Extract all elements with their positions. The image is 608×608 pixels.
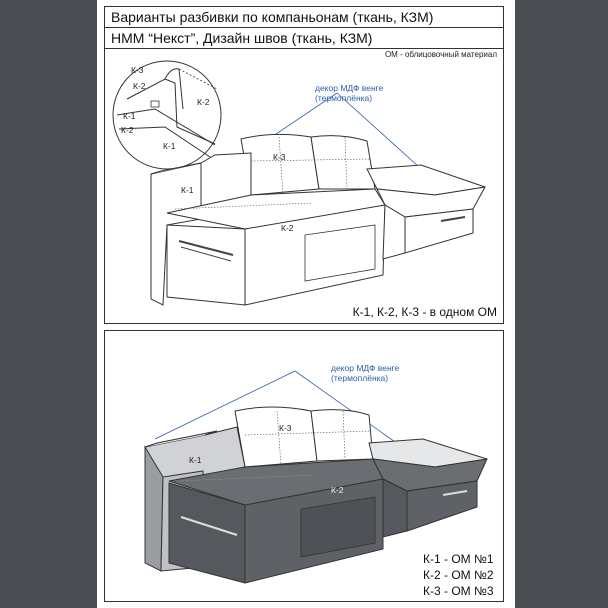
detail-label-k3: К-3 — [131, 65, 144, 75]
mdf-decor-line-1-bottom: декор МДФ венге — [331, 363, 400, 373]
bottom-label-k1: К-1 — [189, 455, 202, 465]
top-label-k2: К-2 — [281, 223, 294, 233]
chaise-section-bottom — [369, 439, 487, 537]
top-label-k1: К-1 — [181, 185, 194, 195]
legend-item-k2: К-2 - ОМ №2 — [423, 568, 494, 582]
mdf-decor-label-bottom — [331, 363, 399, 383]
back-cushions — [241, 134, 375, 195]
detail-label-k2-c: К-2 — [121, 125, 134, 135]
seat-main — [167, 189, 385, 305]
header-title-line-1: Варианты разбивки по компаньонам (ткань, КЗМ) — [104, 6, 504, 28]
top-variant-caption: К-1, К-2, К-3 - в одном ОМ — [352, 305, 497, 319]
seat-main-bottom — [169, 459, 383, 583]
detail-label-k2: К-2 — [133, 81, 146, 91]
om-definition-note: ОМ - облицовочный материал — [384, 50, 497, 59]
legend-item-k3: К-3 - ОМ №3 — [423, 584, 494, 598]
detail-label-k2-b: К-2 — [197, 97, 210, 107]
mdf-decor-line-1: декор МДФ венге — [315, 83, 384, 93]
spec-sheet — [97, 0, 515, 608]
om-legend — [423, 551, 494, 599]
mdf-decor-line-2: (термоплёнка) — [315, 93, 373, 103]
top-label-k3: К-3 — [273, 152, 286, 162]
legend-item-k1: К-1 - ОМ №1 — [423, 552, 494, 566]
bottom-variant-panel — [104, 330, 504, 602]
chaise-section — [367, 165, 485, 259]
detail-label-k1: К-1 — [123, 111, 136, 121]
top-sofa-drawing — [105, 49, 504, 324]
mdf-decor-line-2-bottom: (термоплёнка) — [331, 373, 389, 383]
bottom-label-k3: К-3 — [279, 423, 292, 433]
bottom-label-k2: К-2 — [331, 485, 344, 495]
detail-label-k1-b: К-1 — [163, 141, 176, 151]
back-cushions-bottom — [235, 407, 373, 467]
header-title-line-2: НММ “Некст”, Дизайн швов (ткань, КЗМ) — [104, 27, 504, 49]
top-variant-panel — [104, 48, 504, 324]
mdf-decor-label — [315, 83, 383, 103]
